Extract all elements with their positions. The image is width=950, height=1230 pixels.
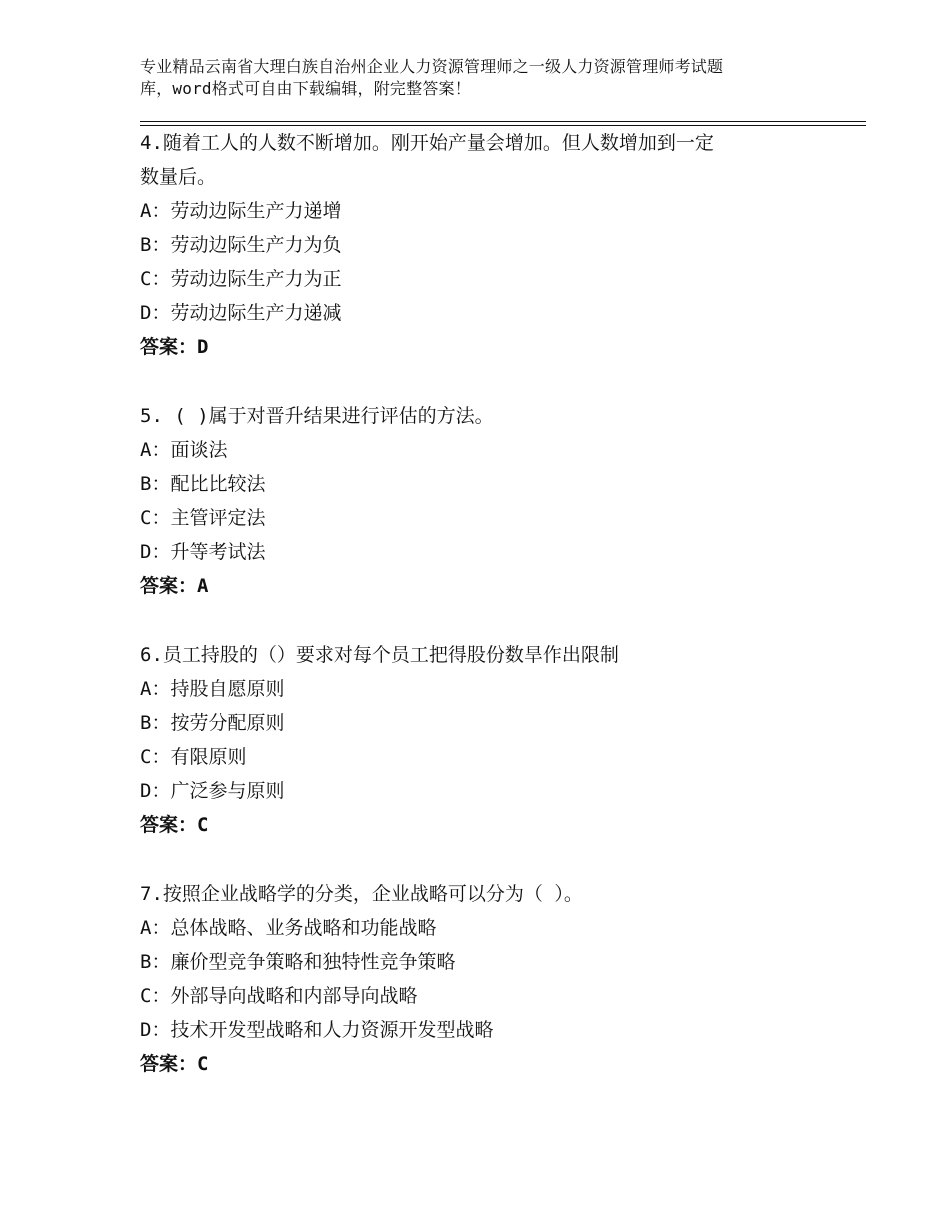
- question-block: [140, 126, 860, 364]
- question-stem: 7.按照企业战略学的分类，企业战略可以分为（ ）。: [140, 883, 583, 905]
- option-b: B：配比比较法: [140, 473, 266, 495]
- option-d: D：劳动边际生产力递减: [140, 302, 342, 324]
- option-a: A：持股自愿原则: [140, 678, 285, 700]
- option-b: B：按劳分配原则: [140, 712, 285, 734]
- option-c: C：外部导向战略和内部导向战略: [140, 985, 418, 1007]
- document-header: [140, 56, 840, 100]
- answer-label: 答案：C: [140, 814, 209, 836]
- question-block: [140, 399, 860, 603]
- question-stem: 数量后。: [140, 166, 217, 188]
- option-b: B：劳动边际生产力为负: [140, 234, 342, 256]
- question-block: [140, 638, 860, 842]
- option-c: C：主管评定法: [140, 507, 266, 529]
- question-stem: 5. ( )属于对晋升结果进行评估的方法。: [140, 405, 494, 427]
- option-d: D：升等考试法: [140, 541, 266, 563]
- answer-label: 答案：C: [140, 1053, 209, 1075]
- option-b: B：廉价型竞争策略和独特性竞争策略: [140, 951, 456, 973]
- header-divider: [140, 121, 866, 122]
- option-c: C：劳动边际生产力为正: [140, 268, 342, 290]
- option-a: A：面谈法: [140, 439, 228, 461]
- question-stem: 6.员工持股的（）要求对每个员工把得股份数旱作出限制: [140, 644, 619, 666]
- option-d: D：技术开发型战略和人力资源开发型战略: [140, 1019, 494, 1041]
- option-a: A：总体战略、业务战略和功能战略: [140, 917, 437, 939]
- header-line: 专业精品云南省大理白族自治州企业人力资源管理师之一级人力资源管理师考试题: [140, 57, 724, 76]
- option-c: C：有限原则: [140, 746, 247, 768]
- header-line: 库，word格式可自由下载编辑，附完整答案！: [140, 79, 471, 98]
- question-block: [140, 877, 860, 1081]
- option-d: D：广泛参与原则: [140, 780, 285, 802]
- answer-label: 答案：A: [140, 575, 209, 597]
- option-a: A：劳动边际生产力递增: [140, 200, 342, 222]
- question-stem: 4.随着工人的人数不断增加。刚开始产量会增加。但人数增加到一定: [140, 132, 714, 154]
- answer-label: 答案：D: [140, 336, 209, 358]
